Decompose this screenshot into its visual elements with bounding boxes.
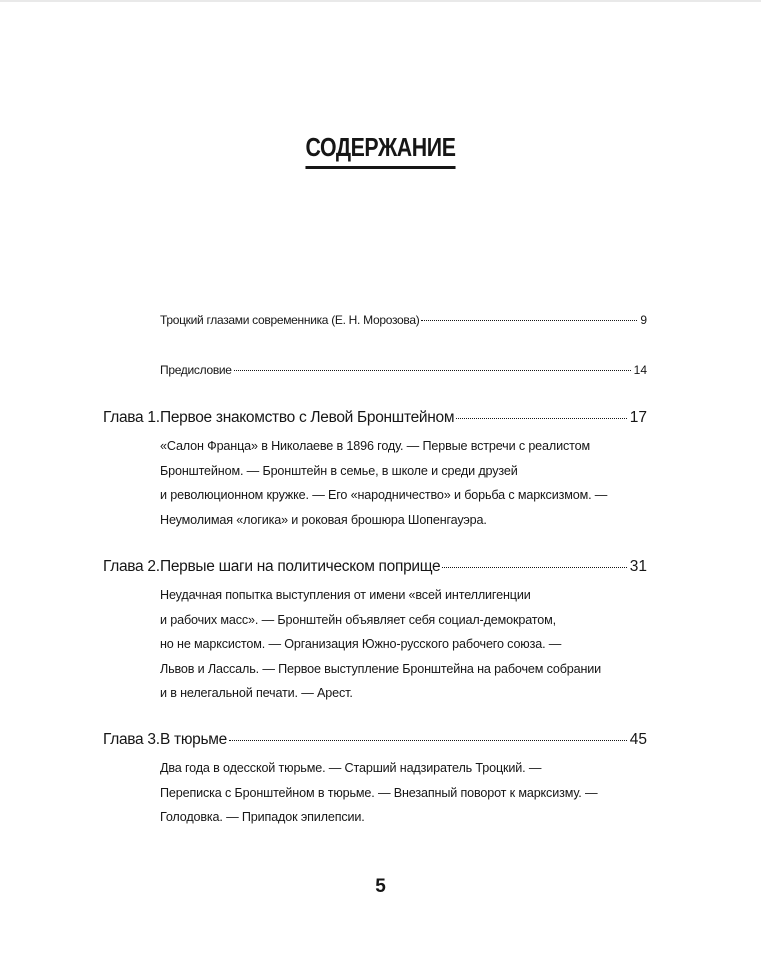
toc-entry-chapter-3[interactable] bbox=[103, 731, 647, 753]
page-number: 5 bbox=[375, 876, 386, 897]
description-line: Неумолимая «логика» и роковая брошюра Шопенгауэра. bbox=[160, 512, 487, 527]
dot-leader bbox=[234, 370, 631, 371]
dot-leader bbox=[421, 320, 637, 321]
toc-entry-page: 45 bbox=[629, 731, 647, 748]
description-line: и в нелегальной печати. — Арест. bbox=[160, 686, 353, 700]
toc-entry-title: Предисловие bbox=[160, 363, 232, 377]
chapter-3-description bbox=[160, 756, 630, 830]
toc-entry-page: 17 bbox=[629, 409, 647, 426]
description-line: и рабочих масс». — Бронштейн объявляет себя социал-демократом, bbox=[160, 612, 556, 627]
toc-entry-page: 14 bbox=[633, 363, 647, 377]
page-top-edge bbox=[0, 0, 761, 2]
description-line: Львов и Лассаль. — Первое выступление Бронштейна на рабочем собрании bbox=[160, 661, 602, 676]
dot-leader bbox=[456, 418, 627, 419]
page-title-text: СОДЕРЖАНИЕ bbox=[305, 132, 455, 169]
chapter-1-description bbox=[160, 434, 630, 532]
description-line: Переписка с Бронштейном в тюрьме. — Внезапный поворот к марксизму. — bbox=[160, 785, 598, 800]
description-line: и революционном кружке. — Его «народничество» и борьба с марксизмом. — bbox=[160, 488, 608, 502]
chapter-label: Глава 2. bbox=[103, 558, 160, 575]
chapter-label: Глава 3. bbox=[103, 731, 160, 748]
description-line: но не марксистом. — Организация Южно-русского рабочего союза. — bbox=[160, 637, 562, 651]
dot-leader bbox=[229, 740, 627, 741]
toc-entry-title: Первое знакомство с Левой Бронштейном bbox=[160, 409, 455, 426]
description-line: Два года в одесской тюрьме. — Старший надзиратель Троцкий. — bbox=[160, 761, 542, 775]
toc-entry-chapter-2[interactable] bbox=[103, 558, 647, 580]
page-title bbox=[68, 132, 692, 169]
toc-entry-page: 9 bbox=[640, 313, 647, 327]
toc-entry-chapter-1[interactable] bbox=[103, 409, 647, 431]
toc-entry-morozova[interactable] bbox=[160, 313, 647, 335]
toc-entry-title: Первые шаги на политическом поприще bbox=[160, 558, 441, 575]
description-line: «Салон Франца» в Николаеве в 1896 году. — Первые встречи с реалистом bbox=[160, 439, 590, 453]
description-line: Бронштейном. — Бронштейн в семье, в школе и среди друзей bbox=[160, 463, 518, 478]
description-line: Неудачная попытка выступления от имени «всей интеллигенции bbox=[160, 588, 531, 602]
toc-entry-title: Троцкий глазами современника (Е. Н. Морозова) bbox=[160, 313, 420, 327]
toc-entry-title: В тюрьме bbox=[160, 731, 227, 748]
chapter-2-description bbox=[160, 583, 630, 706]
toc-entry-preface[interactable] bbox=[160, 363, 647, 385]
description-line: Голодовка. — Припадок эпилепсии. bbox=[160, 810, 365, 824]
dot-leader bbox=[442, 567, 626, 568]
toc-entry-page: 31 bbox=[629, 558, 647, 575]
chapter-label: Глава 1. bbox=[103, 409, 160, 426]
